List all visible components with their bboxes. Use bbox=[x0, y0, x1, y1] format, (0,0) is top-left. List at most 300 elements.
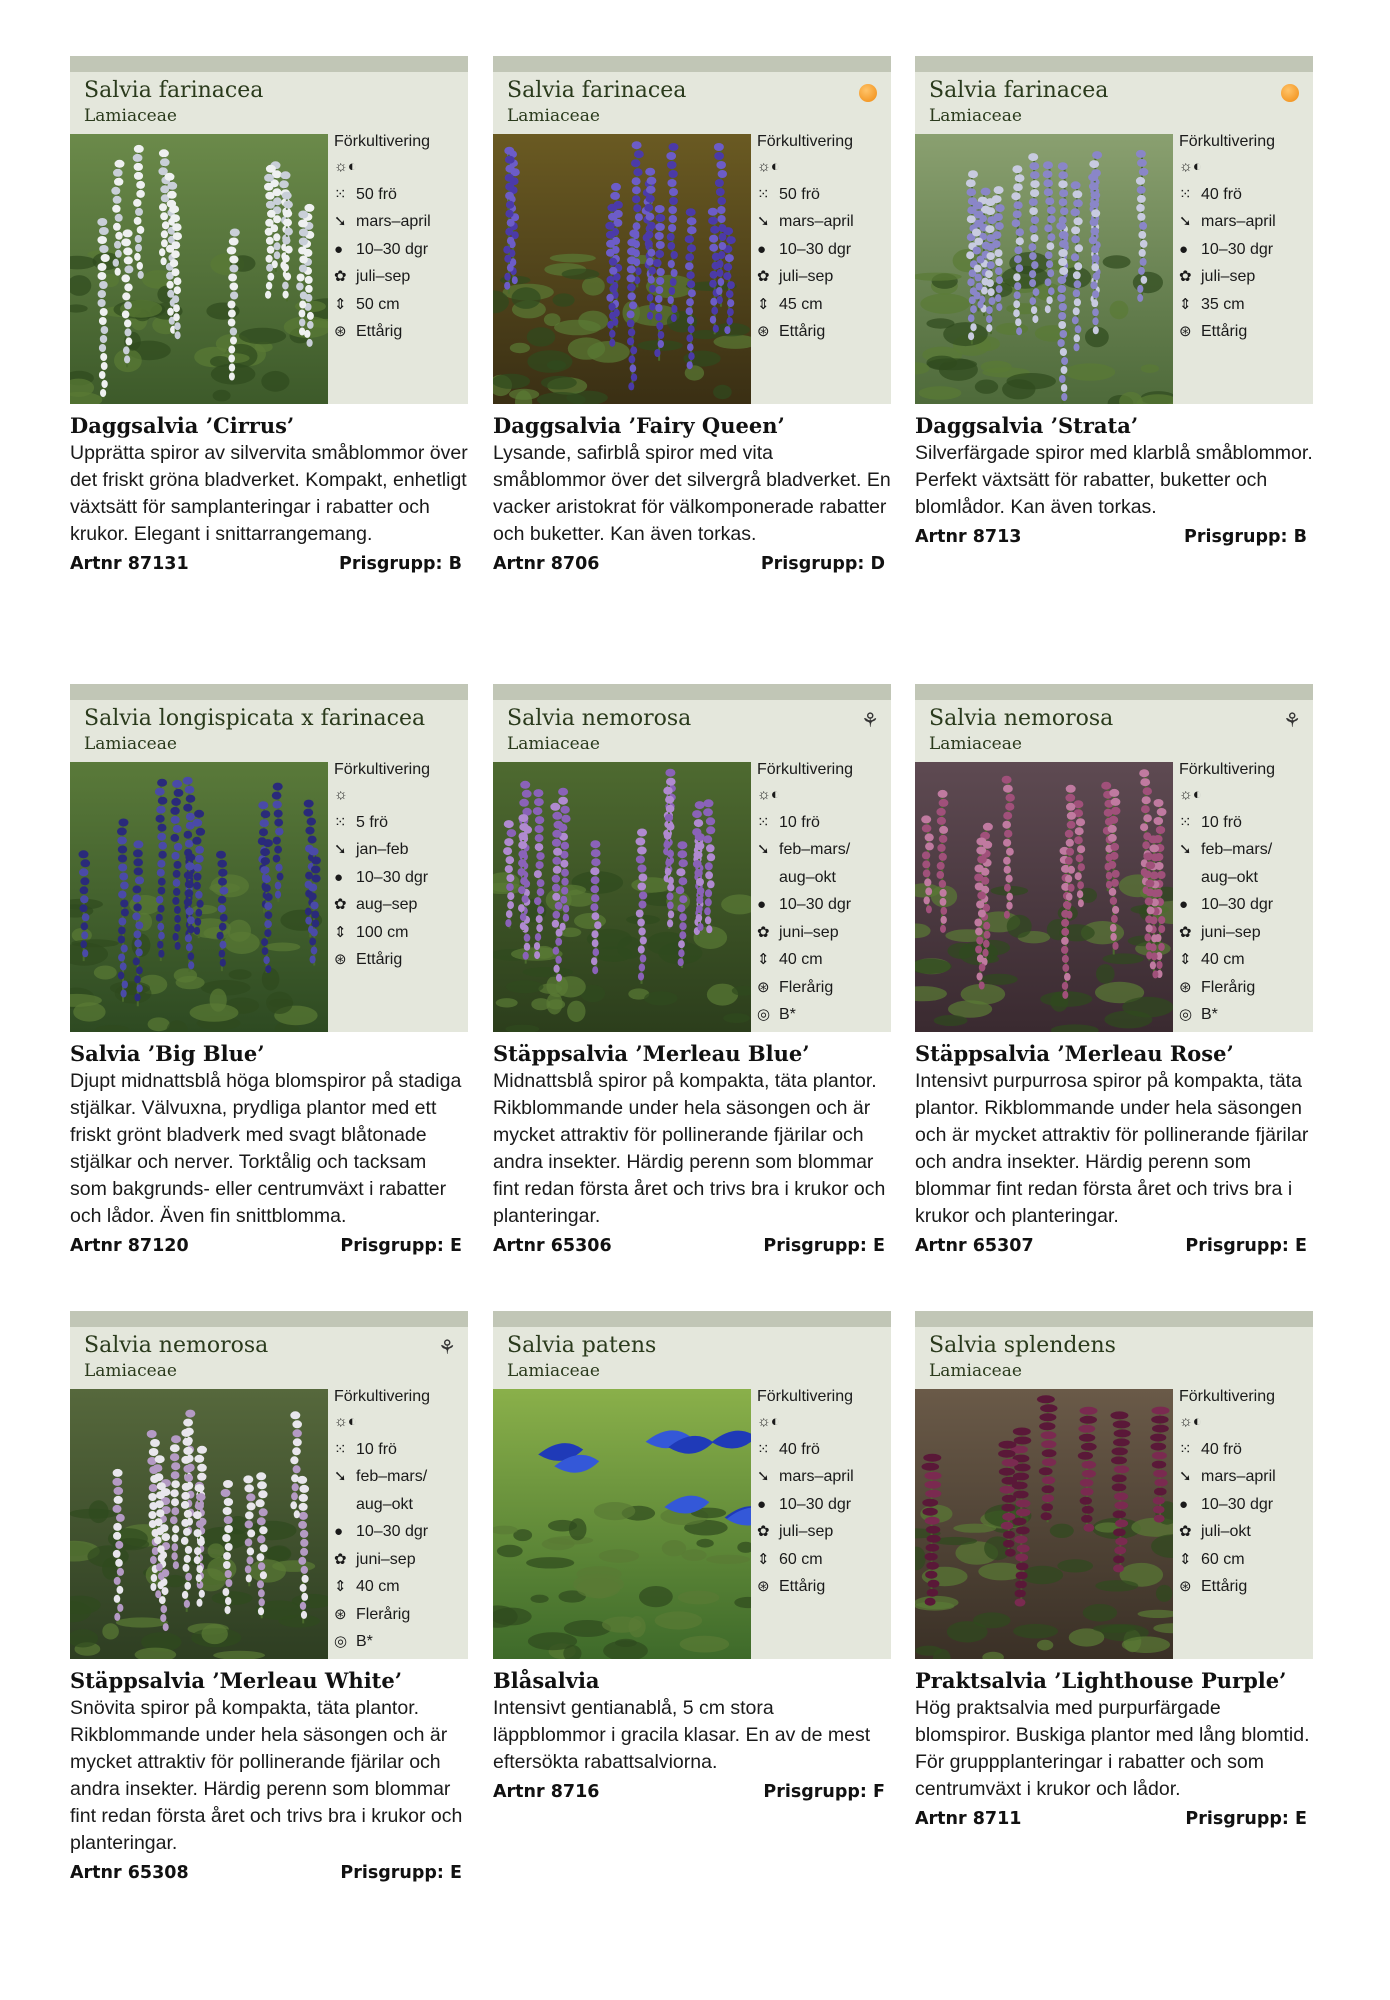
plant-family: Lamiaceae bbox=[84, 1361, 177, 1381]
growing-info bbox=[1179, 132, 1309, 350]
panel-topbar bbox=[70, 684, 468, 700]
sowing-icon: ➘ bbox=[334, 841, 347, 858]
info-row bbox=[1179, 322, 1309, 350]
product-meta bbox=[493, 1236, 891, 1256]
info-value: 60 cm bbox=[1201, 1550, 1245, 1568]
info-row bbox=[757, 813, 887, 841]
germination-icon: ● bbox=[757, 896, 767, 913]
info-value: mars–april bbox=[1201, 1468, 1276, 1485]
lifecycle-icon: ⊛ bbox=[334, 951, 347, 968]
sowing-icon: ➘ bbox=[1179, 1468, 1192, 1485]
panel-topbar bbox=[493, 1311, 891, 1327]
sun-icon: ☼ bbox=[334, 786, 348, 803]
height-icon: ⇕ bbox=[1179, 1550, 1192, 1568]
info-value: juli–sep bbox=[356, 268, 411, 285]
latin-name: Salvia nemorosa bbox=[507, 706, 692, 731]
plant-family: Lamiaceae bbox=[507, 1361, 600, 1381]
lifecycle-icon: ⊛ bbox=[1179, 323, 1192, 340]
article-number: Artnr 65308 bbox=[70, 1863, 189, 1883]
product-description: Lysande, safirblå spiror med vita småblommor över det silvergrå bladverket. En vacker aristokrat för välkomponerade rabatter och buketter. Kan även torkas. bbox=[493, 442, 891, 545]
price-group: Prisgrupp: E bbox=[1185, 1809, 1307, 1829]
info-row bbox=[757, 895, 887, 923]
info-value: Flerårig bbox=[356, 1605, 411, 1623]
info-value: 5 frö bbox=[356, 813, 389, 831]
growing-info bbox=[334, 760, 464, 978]
germination-icon: ● bbox=[334, 1523, 344, 1540]
growing-info bbox=[757, 760, 887, 1033]
info-row bbox=[334, 185, 464, 213]
height-icon: ⇕ bbox=[757, 1550, 770, 1568]
pollinator-bee-icon: ⚘ bbox=[861, 708, 879, 732]
article-number: Artnr 8716 bbox=[493, 1782, 600, 1802]
info-row bbox=[757, 185, 887, 213]
article-number: Artnr 65307 bbox=[915, 1236, 1034, 1256]
info-row bbox=[757, 978, 887, 1006]
height-icon: ⇕ bbox=[1179, 951, 1192, 968]
flower-icon: ✿ bbox=[1179, 268, 1192, 285]
seeds-icon: ⁙ bbox=[1179, 185, 1192, 203]
info-value: 40 frö bbox=[1201, 185, 1242, 203]
info-row bbox=[1179, 1577, 1309, 1605]
product-name: Daggsalvia ’Cirrus’ bbox=[70, 413, 295, 438]
info-row bbox=[1179, 157, 1309, 185]
product-info-panel bbox=[493, 56, 891, 404]
lifecycle-icon: ⊛ bbox=[757, 323, 770, 340]
info-row bbox=[334, 950, 464, 978]
seeds-icon: ⁙ bbox=[334, 1440, 347, 1458]
info-row bbox=[757, 923, 887, 951]
germination-icon: ● bbox=[334, 868, 344, 886]
info-row bbox=[1179, 212, 1309, 240]
plant-family: Lamiaceae bbox=[507, 734, 600, 754]
germination-icon: ● bbox=[334, 240, 344, 258]
info-value: juli–sep bbox=[779, 268, 834, 285]
info-row bbox=[1179, 1522, 1309, 1550]
panel-topbar bbox=[915, 56, 1313, 72]
info-value: mars–april bbox=[356, 213, 431, 230]
product-info-panel bbox=[70, 1311, 468, 1659]
flower-icon: ✿ bbox=[757, 268, 770, 285]
info-row bbox=[1179, 895, 1309, 923]
height-icon: ⇕ bbox=[757, 295, 770, 313]
germination-icon: ● bbox=[1179, 240, 1189, 258]
product-meta bbox=[915, 1809, 1313, 1829]
info-row bbox=[757, 1577, 887, 1605]
info-value: 60 cm bbox=[779, 1550, 823, 1568]
info-value: 40 frö bbox=[1201, 1440, 1242, 1458]
lifecycle-icon: ⊛ bbox=[334, 323, 347, 340]
product-card bbox=[70, 56, 468, 574]
sun-halfsun-icon: ☼◐ bbox=[1179, 1413, 1202, 1430]
info-value: 35 cm bbox=[1201, 295, 1245, 313]
info-row bbox=[334, 267, 464, 295]
plant-family: Lamiaceae bbox=[84, 734, 177, 754]
height-icon: ⇕ bbox=[757, 951, 770, 968]
lifecycle-icon: ⊛ bbox=[1179, 1578, 1192, 1595]
info-value: 50 frö bbox=[356, 185, 397, 203]
lifecycle-icon: ⊛ bbox=[757, 978, 770, 996]
sun-halfsun-icon: ☼◐ bbox=[1179, 158, 1202, 175]
info-value: 45 cm bbox=[779, 295, 823, 313]
info-row bbox=[1179, 1412, 1309, 1440]
growing-info bbox=[1179, 1387, 1309, 1605]
info-row bbox=[334, 923, 464, 951]
info-value: 40 cm bbox=[1201, 951, 1245, 968]
info-value: mars–april bbox=[1201, 213, 1276, 230]
height-icon: ⇕ bbox=[1179, 295, 1192, 313]
hardiness-icon: ◎ bbox=[1179, 1006, 1193, 1023]
info-value: feb–mars/ bbox=[1201, 841, 1273, 858]
info-row bbox=[757, 1467, 887, 1495]
info-value: 10 frö bbox=[1201, 813, 1242, 831]
sun-halfsun-icon: ☼◐ bbox=[334, 158, 357, 175]
product-card bbox=[70, 1311, 468, 1883]
flower-icon: ✿ bbox=[1179, 1523, 1192, 1540]
seeds-icon: ⁙ bbox=[1179, 1440, 1192, 1458]
sun-halfsun-icon: ☼◐ bbox=[757, 786, 780, 803]
plant-family: Lamiaceae bbox=[507, 106, 600, 126]
info-value: mars–april bbox=[779, 213, 854, 230]
info-row bbox=[1179, 1550, 1309, 1578]
article-number: Artnr 87131 bbox=[70, 554, 189, 574]
info-value: aug–okt bbox=[779, 868, 836, 886]
sun-halfsun-icon: ☼◐ bbox=[334, 1413, 357, 1430]
info-row bbox=[1179, 785, 1309, 813]
germination-icon: ● bbox=[757, 240, 767, 258]
seeds-icon: ⁙ bbox=[757, 1440, 770, 1458]
info-value: 40 cm bbox=[779, 951, 823, 968]
info-row bbox=[757, 267, 887, 295]
info-value: B* bbox=[779, 1006, 796, 1023]
info-row bbox=[334, 1467, 464, 1495]
product-description: Djupt midnattsblå höga blomspiror på stadiga stjälkar. Välvuxna, prydliga plantor med ett friskt grönt bladverk med svagt blåtonade stjälkar och nerver. Torktålig och tacksam som bakgrunds- eller centrumväxt i rabatter och lådor. Även fin snittblomma. bbox=[70, 1070, 462, 1227]
plant-photo bbox=[493, 134, 751, 404]
info-row bbox=[757, 295, 887, 323]
height-icon: ⇕ bbox=[334, 295, 347, 313]
info-row bbox=[334, 1577, 464, 1605]
product-name: Blåsalvia bbox=[493, 1668, 600, 1693]
info-value: juni–sep bbox=[779, 923, 839, 941]
product-info-panel bbox=[915, 684, 1313, 1032]
info-row bbox=[1179, 813, 1309, 841]
germination-icon: ● bbox=[757, 1495, 767, 1513]
info-row bbox=[757, 157, 887, 185]
flower-icon: ✿ bbox=[757, 923, 770, 941]
info-value: Flerårig bbox=[1201, 978, 1256, 996]
info-row bbox=[757, 322, 887, 350]
plant-photo bbox=[915, 1389, 1173, 1659]
article-number: Artnr 8711 bbox=[915, 1809, 1022, 1829]
info-row bbox=[757, 240, 887, 268]
info-value: Ettårig bbox=[779, 323, 826, 340]
panel-topbar bbox=[70, 1311, 468, 1327]
info-value: juni–sep bbox=[1201, 923, 1261, 941]
info-row bbox=[334, 1412, 464, 1440]
info-row bbox=[334, 1495, 464, 1523]
info-row bbox=[757, 1522, 887, 1550]
product-meta bbox=[70, 554, 468, 574]
product-info-panel bbox=[70, 684, 468, 1032]
info-value: Ettårig bbox=[1201, 1578, 1248, 1595]
info-heading: Förkultivering bbox=[334, 133, 431, 150]
info-row bbox=[757, 1550, 887, 1578]
sowing-icon: ➘ bbox=[334, 1468, 347, 1485]
product-meta bbox=[915, 527, 1313, 547]
info-row bbox=[334, 157, 464, 185]
product-card bbox=[493, 56, 891, 574]
info-row bbox=[1179, 1005, 1309, 1033]
info-row bbox=[757, 785, 887, 813]
germination-icon: ● bbox=[1179, 1495, 1189, 1513]
info-value: juli–sep bbox=[1201, 268, 1256, 285]
info-row bbox=[757, 950, 887, 978]
article-number: Artnr 65306 bbox=[493, 1236, 612, 1256]
product-name: Stäppsalvia ’Merleau Blue’ bbox=[493, 1041, 810, 1066]
plant-family: Lamiaceae bbox=[84, 106, 177, 126]
info-row bbox=[334, 322, 464, 350]
product-description: Intensivt purpurrosa spiror på kompakta, täta plantor. Rikblommande under hela säsongen och är mycket attraktiv för pollinerande fjärilar och andra insekter. Härdig perenn som blommar fint redan första året och trivs bra i krukor och planteringar. bbox=[915, 1070, 1309, 1227]
product-description: Upprätta spiror av silvervita småblommor över det friskt gröna bladverket. Kompakt, enhetligt växtsätt för samplanteringar i rabatter och krukor. Elegant i snittarrangemang. bbox=[70, 442, 468, 545]
info-row bbox=[334, 1522, 464, 1550]
info-value: juni–sep bbox=[356, 1550, 416, 1568]
latin-name: Salvia farinacea bbox=[507, 78, 687, 103]
product-description: Midnattsblå spiror på kompakta, täta plantor. Rikblommande under hela säsongen och är mycket attraktiv för pollinerande fjärilar och andra insekter. Härdig perenn som blommar fint redan första året och trivs bra i krukor och planteringar. bbox=[493, 1070, 886, 1227]
pollinator-bee-icon: ⚘ bbox=[1283, 708, 1301, 732]
sun-halfsun-icon: ☼◐ bbox=[757, 1413, 780, 1430]
info-value: Ettårig bbox=[356, 951, 403, 968]
growing-info bbox=[757, 1387, 887, 1605]
panel-topbar bbox=[70, 56, 468, 72]
info-row bbox=[334, 785, 464, 813]
seeds-icon: ⁙ bbox=[1179, 813, 1192, 831]
info-row bbox=[757, 840, 887, 868]
article-number: Artnr 8706 bbox=[493, 554, 600, 574]
panel-topbar bbox=[915, 684, 1313, 700]
info-row bbox=[1179, 267, 1309, 295]
info-row bbox=[334, 813, 464, 841]
product-name: Praktsalvia ’Lighthouse Purple’ bbox=[915, 1668, 1287, 1693]
info-value: 10–30 dgr bbox=[356, 868, 429, 886]
article-number: Artnr 8713 bbox=[915, 527, 1022, 547]
latin-name: Salvia nemorosa bbox=[929, 706, 1114, 731]
plant-photo bbox=[493, 1389, 751, 1659]
price-group: Prisgrupp: F bbox=[763, 1782, 885, 1802]
info-row bbox=[334, 840, 464, 868]
sun-halfsun-icon: ☼◐ bbox=[757, 158, 780, 175]
info-row bbox=[1179, 295, 1309, 323]
product-card bbox=[915, 1311, 1313, 1829]
growing-info bbox=[334, 1387, 464, 1660]
plant-photo bbox=[70, 134, 328, 404]
info-heading: Förkultivering bbox=[334, 761, 431, 778]
info-value: 10–30 dgr bbox=[1201, 896, 1274, 913]
article-number: Artnr 87120 bbox=[70, 1236, 189, 1256]
seeds-icon: ⁙ bbox=[757, 185, 770, 203]
flower-icon: ✿ bbox=[334, 896, 347, 913]
info-heading: Förkultivering bbox=[1179, 133, 1276, 150]
panel-topbar bbox=[493, 684, 891, 700]
info-row bbox=[757, 1495, 887, 1523]
plant-photo bbox=[915, 134, 1173, 404]
plant-family: Lamiaceae bbox=[929, 106, 1022, 126]
info-value: 40 frö bbox=[779, 1440, 820, 1458]
info-row bbox=[334, 1605, 464, 1633]
product-description: Hög praktsalvia med purpurfärgade blomspiror. Buskiga plantor med lång blomtid. För gruppplanteringar i rabatter och som centrumväxt i krukor och lådor. bbox=[915, 1697, 1310, 1800]
info-row bbox=[334, 212, 464, 240]
info-value: Ettårig bbox=[356, 323, 403, 340]
info-value: 10 frö bbox=[356, 1440, 397, 1458]
info-value: 40 cm bbox=[356, 1578, 400, 1595]
hardiness-icon: ◎ bbox=[757, 1006, 771, 1023]
info-row bbox=[757, 1005, 887, 1033]
height-icon: ⇕ bbox=[334, 1578, 347, 1595]
info-row bbox=[1179, 240, 1309, 268]
orange-dot-icon bbox=[859, 84, 877, 102]
info-row bbox=[1179, 1467, 1309, 1495]
info-value: Flerårig bbox=[779, 978, 834, 996]
sun-halfsun-icon: ☼◐ bbox=[1179, 786, 1202, 803]
info-row bbox=[334, 1632, 464, 1660]
growing-info bbox=[1179, 760, 1309, 1033]
product-meta bbox=[493, 554, 891, 574]
price-group: Prisgrupp: E bbox=[1185, 1236, 1307, 1256]
sowing-icon: ➘ bbox=[757, 1468, 770, 1485]
latin-name: Salvia farinacea bbox=[929, 78, 1109, 103]
info-value: jan–feb bbox=[356, 841, 409, 858]
product-info-panel bbox=[493, 684, 891, 1032]
lifecycle-icon: ⊛ bbox=[334, 1605, 347, 1623]
product-card bbox=[70, 684, 468, 1256]
info-value: feb–mars/ bbox=[356, 1468, 428, 1485]
product-name: Daggsalvia ’Strata’ bbox=[915, 413, 1139, 438]
info-value: Ettårig bbox=[779, 1578, 826, 1595]
pollinator-bee-icon: ⚘ bbox=[438, 1335, 456, 1359]
germination-icon: ● bbox=[1179, 896, 1189, 913]
info-value: juli–sep bbox=[779, 1523, 834, 1540]
price-group: Prisgrupp: E bbox=[340, 1863, 462, 1883]
latin-name: Salvia patens bbox=[507, 1333, 657, 1358]
info-row bbox=[1179, 1440, 1309, 1468]
info-heading: Förkultivering bbox=[757, 1388, 854, 1405]
sowing-icon: ➘ bbox=[334, 213, 347, 230]
product-description: Silverfärgade spiror med klarblå småblommor. Perfekt växtsätt för rabatter, buketter och blomlådor. Kan även torkas. bbox=[915, 442, 1313, 518]
info-value: 10–30 dgr bbox=[779, 896, 852, 913]
orange-dot-icon bbox=[1281, 84, 1299, 102]
info-value: 10–30 dgr bbox=[1201, 240, 1274, 258]
sowing-icon: ➘ bbox=[1179, 841, 1192, 858]
plant-photo bbox=[70, 762, 328, 1032]
product-card bbox=[915, 684, 1313, 1256]
product-meta bbox=[70, 1863, 468, 1883]
info-value: aug–okt bbox=[1201, 868, 1258, 886]
product-meta bbox=[493, 1782, 891, 1802]
info-heading: Förkultivering bbox=[757, 133, 854, 150]
info-value: 10–30 dgr bbox=[779, 240, 852, 258]
product-description: Intensivt gentianablå, 5 cm stora läppblommor i gracila klasar. En av de mest eftersökta rabattsalviorna. bbox=[493, 1697, 871, 1773]
product-meta bbox=[70, 1236, 468, 1256]
product-name: Stäppsalvia ’Merleau Rose’ bbox=[915, 1041, 1234, 1066]
growing-info bbox=[757, 132, 887, 350]
price-group: Prisgrupp: B bbox=[339, 554, 462, 574]
info-value: 50 cm bbox=[356, 295, 400, 313]
info-row bbox=[757, 1440, 887, 1468]
product-info-panel bbox=[70, 56, 468, 404]
info-row bbox=[1179, 185, 1309, 213]
info-heading: Förkultivering bbox=[1179, 1388, 1276, 1405]
info-value: 10–30 dgr bbox=[356, 240, 429, 258]
info-row bbox=[1179, 978, 1309, 1006]
info-value: mars–april bbox=[779, 1468, 854, 1485]
height-icon: ⇕ bbox=[334, 923, 347, 941]
flower-icon: ✿ bbox=[757, 1523, 770, 1540]
info-row bbox=[334, 868, 464, 896]
info-row bbox=[334, 895, 464, 923]
info-value: 10–30 dgr bbox=[356, 1523, 429, 1540]
info-value: 10–30 dgr bbox=[1201, 1495, 1274, 1513]
product-info-panel bbox=[493, 1311, 891, 1659]
plant-family: Lamiaceae bbox=[929, 1361, 1022, 1381]
info-row bbox=[334, 240, 464, 268]
info-row bbox=[334, 295, 464, 323]
info-row bbox=[757, 868, 887, 896]
info-row bbox=[757, 1412, 887, 1440]
sowing-icon: ➘ bbox=[757, 841, 770, 858]
info-value: 100 cm bbox=[356, 923, 409, 941]
info-row bbox=[1179, 840, 1309, 868]
hardiness-icon: ◎ bbox=[334, 1633, 348, 1650]
plant-photo bbox=[70, 1389, 328, 1659]
seeds-icon: ⁙ bbox=[334, 813, 347, 831]
product-name: Salvia ’Big Blue’ bbox=[70, 1041, 265, 1066]
sowing-icon: ➘ bbox=[1179, 213, 1192, 230]
info-row bbox=[334, 1550, 464, 1578]
product-info-panel bbox=[915, 1311, 1313, 1659]
flower-icon: ✿ bbox=[334, 1550, 347, 1568]
latin-name: Salvia farinacea bbox=[84, 78, 264, 103]
latin-name: Salvia longispicata x farinacea bbox=[84, 706, 426, 731]
info-row bbox=[1179, 923, 1309, 951]
latin-name: Salvia nemorosa bbox=[84, 1333, 269, 1358]
plant-family: Lamiaceae bbox=[929, 734, 1022, 754]
info-row bbox=[757, 212, 887, 240]
product-info-panel bbox=[915, 56, 1313, 404]
plant-photo bbox=[915, 762, 1173, 1032]
product-card bbox=[915, 56, 1313, 547]
info-heading: Förkultivering bbox=[757, 761, 854, 778]
plant-photo bbox=[493, 762, 751, 1032]
info-value: aug–okt bbox=[356, 1495, 413, 1513]
info-heading: Förkultivering bbox=[334, 1388, 431, 1405]
flower-icon: ✿ bbox=[1179, 923, 1192, 941]
info-value: B* bbox=[1201, 1006, 1218, 1023]
info-row bbox=[1179, 1495, 1309, 1523]
flower-icon: ✿ bbox=[334, 268, 347, 285]
product-name: Stäppsalvia ’Merleau White’ bbox=[70, 1668, 403, 1693]
info-row bbox=[1179, 950, 1309, 978]
price-group: Prisgrupp: E bbox=[340, 1236, 462, 1256]
info-value: 10–30 dgr bbox=[779, 1495, 852, 1513]
price-group: Prisgrupp: E bbox=[763, 1236, 885, 1256]
price-group: Prisgrupp: B bbox=[1184, 527, 1307, 547]
sowing-icon: ➘ bbox=[757, 213, 770, 230]
panel-topbar bbox=[915, 1311, 1313, 1327]
info-heading: Förkultivering bbox=[1179, 761, 1276, 778]
product-card bbox=[493, 1311, 891, 1802]
lifecycle-icon: ⊛ bbox=[1179, 978, 1192, 996]
seeds-icon: ⁙ bbox=[334, 185, 347, 203]
info-value: juli–okt bbox=[1201, 1523, 1251, 1540]
price-group: Prisgrupp: D bbox=[760, 554, 885, 574]
